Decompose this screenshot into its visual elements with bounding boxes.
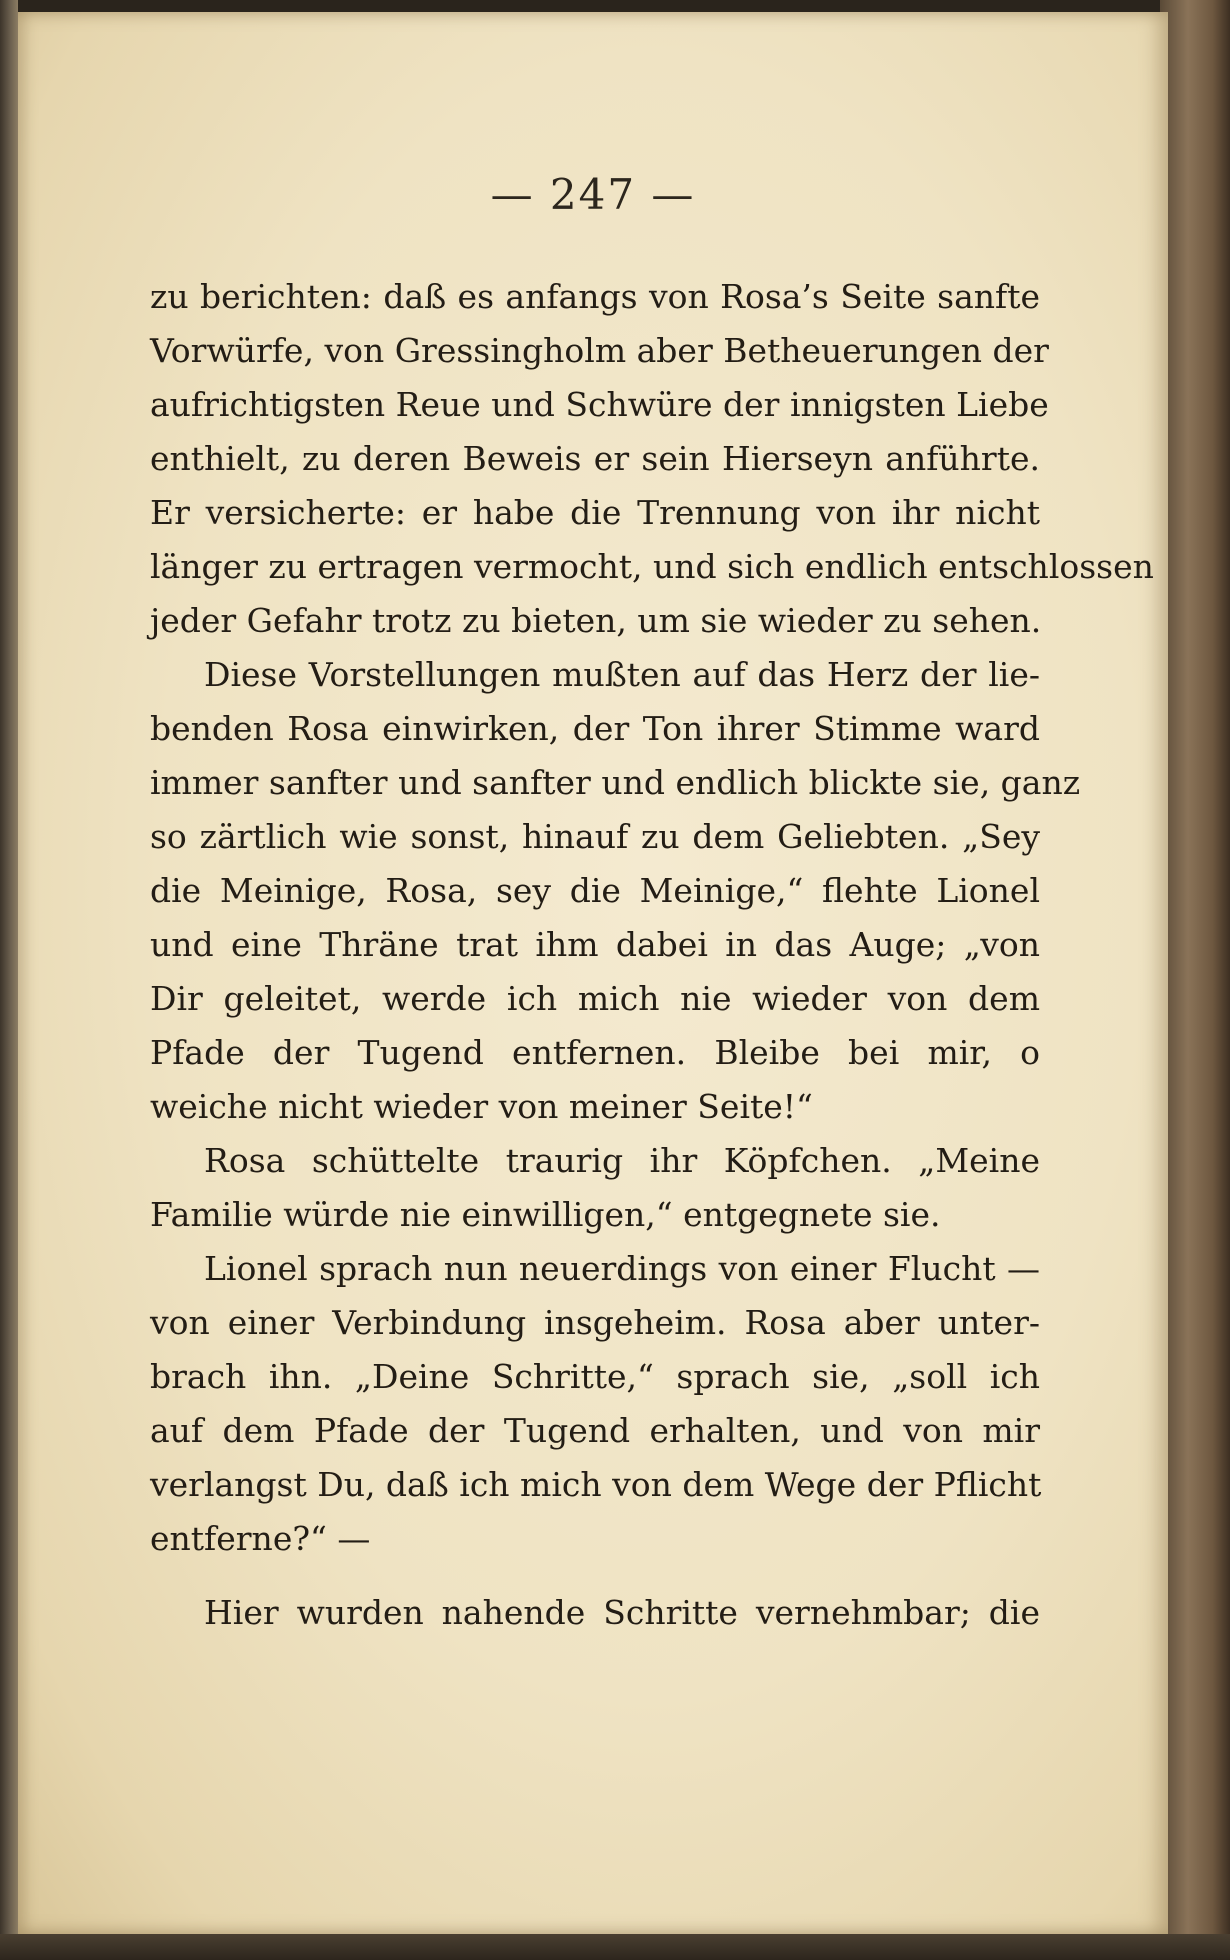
- text-line: auf dem Pfade der Tugend erhalten, und von mir: [150, 1411, 1040, 1450]
- book-cover-right-edge: [1160, 0, 1230, 1960]
- text-line: Pfade der Tugend entfernen. Bleibe bei mir, o: [150, 1033, 1040, 1072]
- text-line: immer sanfter und sanfter und endlich blickte sie, ganz: [150, 763, 1081, 802]
- text-line: so zärtlich wie sonst, hinauf zu dem Geliebten. „Sey: [150, 817, 1040, 856]
- text-line: die Meinige, Rosa, sey die Meinige,“ flehte Lionel: [150, 871, 1040, 910]
- text-line: Familie würde nie einwilligen,“ entgegnete sie.: [150, 1195, 941, 1234]
- text-line: zu berichten: daß es anfangs von Rosa’s Seite sanfte: [150, 277, 1040, 316]
- text-line: brach ihn. „Deine Schritte,“ sprach sie, „soll ich: [150, 1357, 1040, 1396]
- text-line: verlangst Du, daß ich mich von dem Wege der Pflicht: [150, 1465, 1042, 1504]
- paragraph-first-line: Lionel sprach nun neuerdings von einer Flucht —: [204, 1249, 1040, 1288]
- book-cover-left-edge: [0, 0, 18, 1960]
- text-line: entferne?“ —: [150, 1519, 371, 1558]
- text-line: von einer Verbindung insgeheim. Rosa aber unter-: [150, 1303, 1040, 1342]
- text-line: enthielt, zu deren Beweis er sein Hierseyn anführte.: [150, 439, 1040, 478]
- book-page: [18, 12, 1168, 1934]
- book-cover-bottom-edge: [0, 1934, 1230, 1960]
- paragraph-first-line: Rosa schüttelte traurig ihr Köpfchen. „Meine: [204, 1141, 1040, 1180]
- text-line: Vorwürfe, von Gressingholm aber Betheuerungen der: [150, 331, 1049, 370]
- paragraph-first-line: Hier wurden nahende Schritte vernehmbar; die: [204, 1593, 1040, 1632]
- text-line: jeder Gefahr trotz zu bieten, um sie wieder zu sehen.: [150, 601, 1042, 640]
- text-line: länger zu ertragen vermocht, und sich endlich entschlossen: [150, 547, 1154, 586]
- text-line: aufrichtigsten Reue und Schwüre der innigsten Liebe: [150, 385, 1049, 424]
- page-number: — 247 —: [490, 170, 696, 219]
- text-line: weiche nicht wieder von meiner Seite!“: [150, 1087, 813, 1126]
- body-text: [150, 270, 1154, 1640]
- paragraph-first-line: Diese Vorstellungen mußten auf das Herz der lie-: [204, 655, 1040, 694]
- text-line: und eine Thräne trat ihm dabei in das Auge; „von: [150, 925, 1040, 964]
- text-line: benden Rosa einwirken, der Ton ihrer Stimme ward: [150, 709, 1040, 748]
- text-line: Er versicherte: er habe die Trennung von ihr nicht: [150, 493, 1040, 532]
- text-line: Dir geleitet, werde ich mich nie wieder von dem: [150, 979, 1040, 1018]
